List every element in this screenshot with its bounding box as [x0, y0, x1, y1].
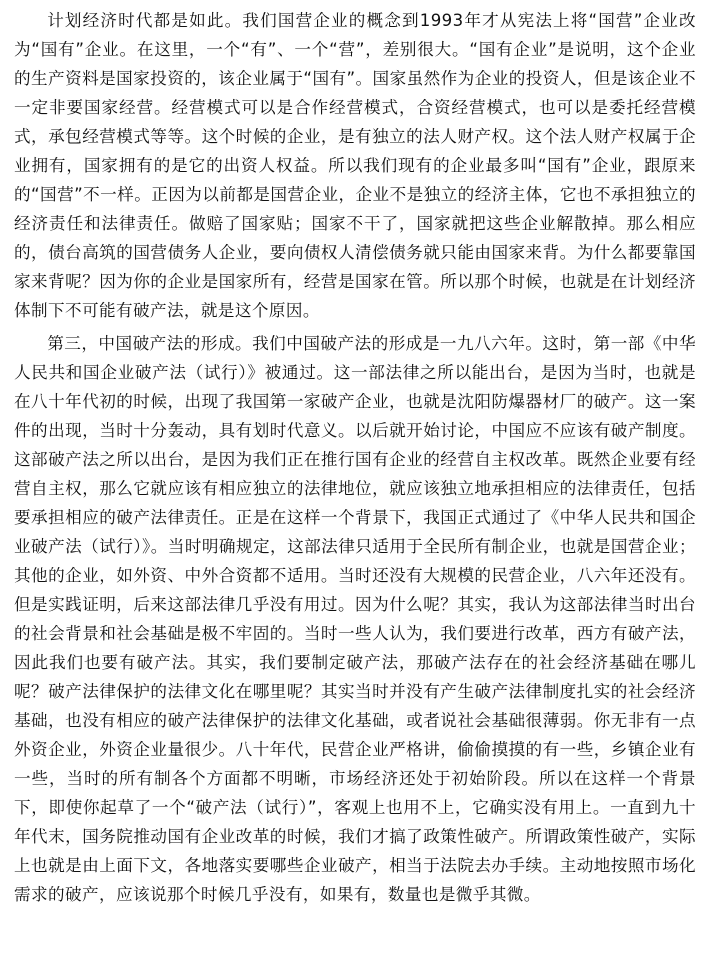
- paragraph: 计划经济时代都是如此。我们国营企业的概念到1993年才从宪法上将“国营”企业改为“国有”企业。在这里，一个“有”、一个“营”，差别很大。“国有企业”是说明，这个企业的生产资料是国家投资的，该企业属于“国有”。国家虽然作为企业的投资人，但是该企业不一定非要国家经营。经营模式可以是合作经营模式，合资经营模式，也可以是委托经营模式，承包经营模式等等。这个时候的企业，是有独立的法人财产权。这个法人财产权属于企业拥有，国家拥有的是它的出资人权益。所以我们现有的企业最多叫“国有”企业，跟原来的“国营”不一样。正因为以前都是国营企业，企业不是独立的经济主体，它也不承担独立的经济责任和法律责任。做赔了国家贴；国家不干了，国家就把这些企业解散掉。那么相应的，债台高筑的国营债务人企业，要向债权人清偿债务就只能由国家来背。为什么都要靠国家来背呢？因为你的企业是国家所有，经营是国家在管。所以那个时候，也就是在计划经济体制下不可能有破产法，就是这个原因。: [14, 11, 696, 320]
- paragraph: 第三，中国破产法的形成。我们中国破产法的形成是一九八六年。这时，第一部《中华人民共和国企业破产法（试行）》被通过。这一部法律之所以能出台，是因为当时，也就是在八十年代初的时候，出现了我国第一家破产企业，也就是沈阳防爆器材厂的破产。这一案件的出现，当时十分轰动，具有划时代意义。以后就开始讨论，中国应不应该有破产制度。这部破产法之所以出台，是因为我们正在推行国有企业的经营自主权改革。既然企业要有经营自主权，那么它就应该有相应独立的法律地位，就应该独立地承担相应的法律责任，包括要承担相应的破产法律责任。正是在这样一个背景下，我国正式通过了《中华人民共和国企业破产法（试行）》。当时明确规定，这部法律只适用于全民所有制企业，也就是国营企业；其他的企业，如外资、中外合资都不适用。当时还没有大规模的民营企业，八六年还没有。但是实践证明，后来这部法律几乎没有用过。因为什么呢？其实，我认为这部法律当时出台的社会背景和社会基础是极不牢固的。当时一些人认为，我们要进行改革，西方有破产法，因此我们也要有破产法。其实，我们要制定破产法，那破产法存在的社会经济基础在哪儿呢？破产法律保护的法律文化在哪里呢？其实当时并没有产生破产法律制度扎实的社会经济基础，也没有相应的破产法律保护的法律文化基础，或者说社会基础很薄弱。你无非有一点外资企业，外资企业量很少。八十年代，民营企业严格讲，偷偷摸摸的有一些，乡镇企业有一些，当时的所有制各个方面都不明晰，市场经济还处于初始阶段。所以在这样一个背景下，即使你起草了一个“破产法（试行）”，客观上也用不上，它确实没有用上。一直到九十年代末，国务院推动国有企业改革的时候，我们才搞了政策性破产。所谓政策性破产，实际上也就是由上面下文，各地落实要哪些企业破产，相当于法院去办手续。主动地按照市场化需求的破产，应该说那个时候几乎没有，如果有，数量也是微乎其微。: [14, 334, 696, 904]
